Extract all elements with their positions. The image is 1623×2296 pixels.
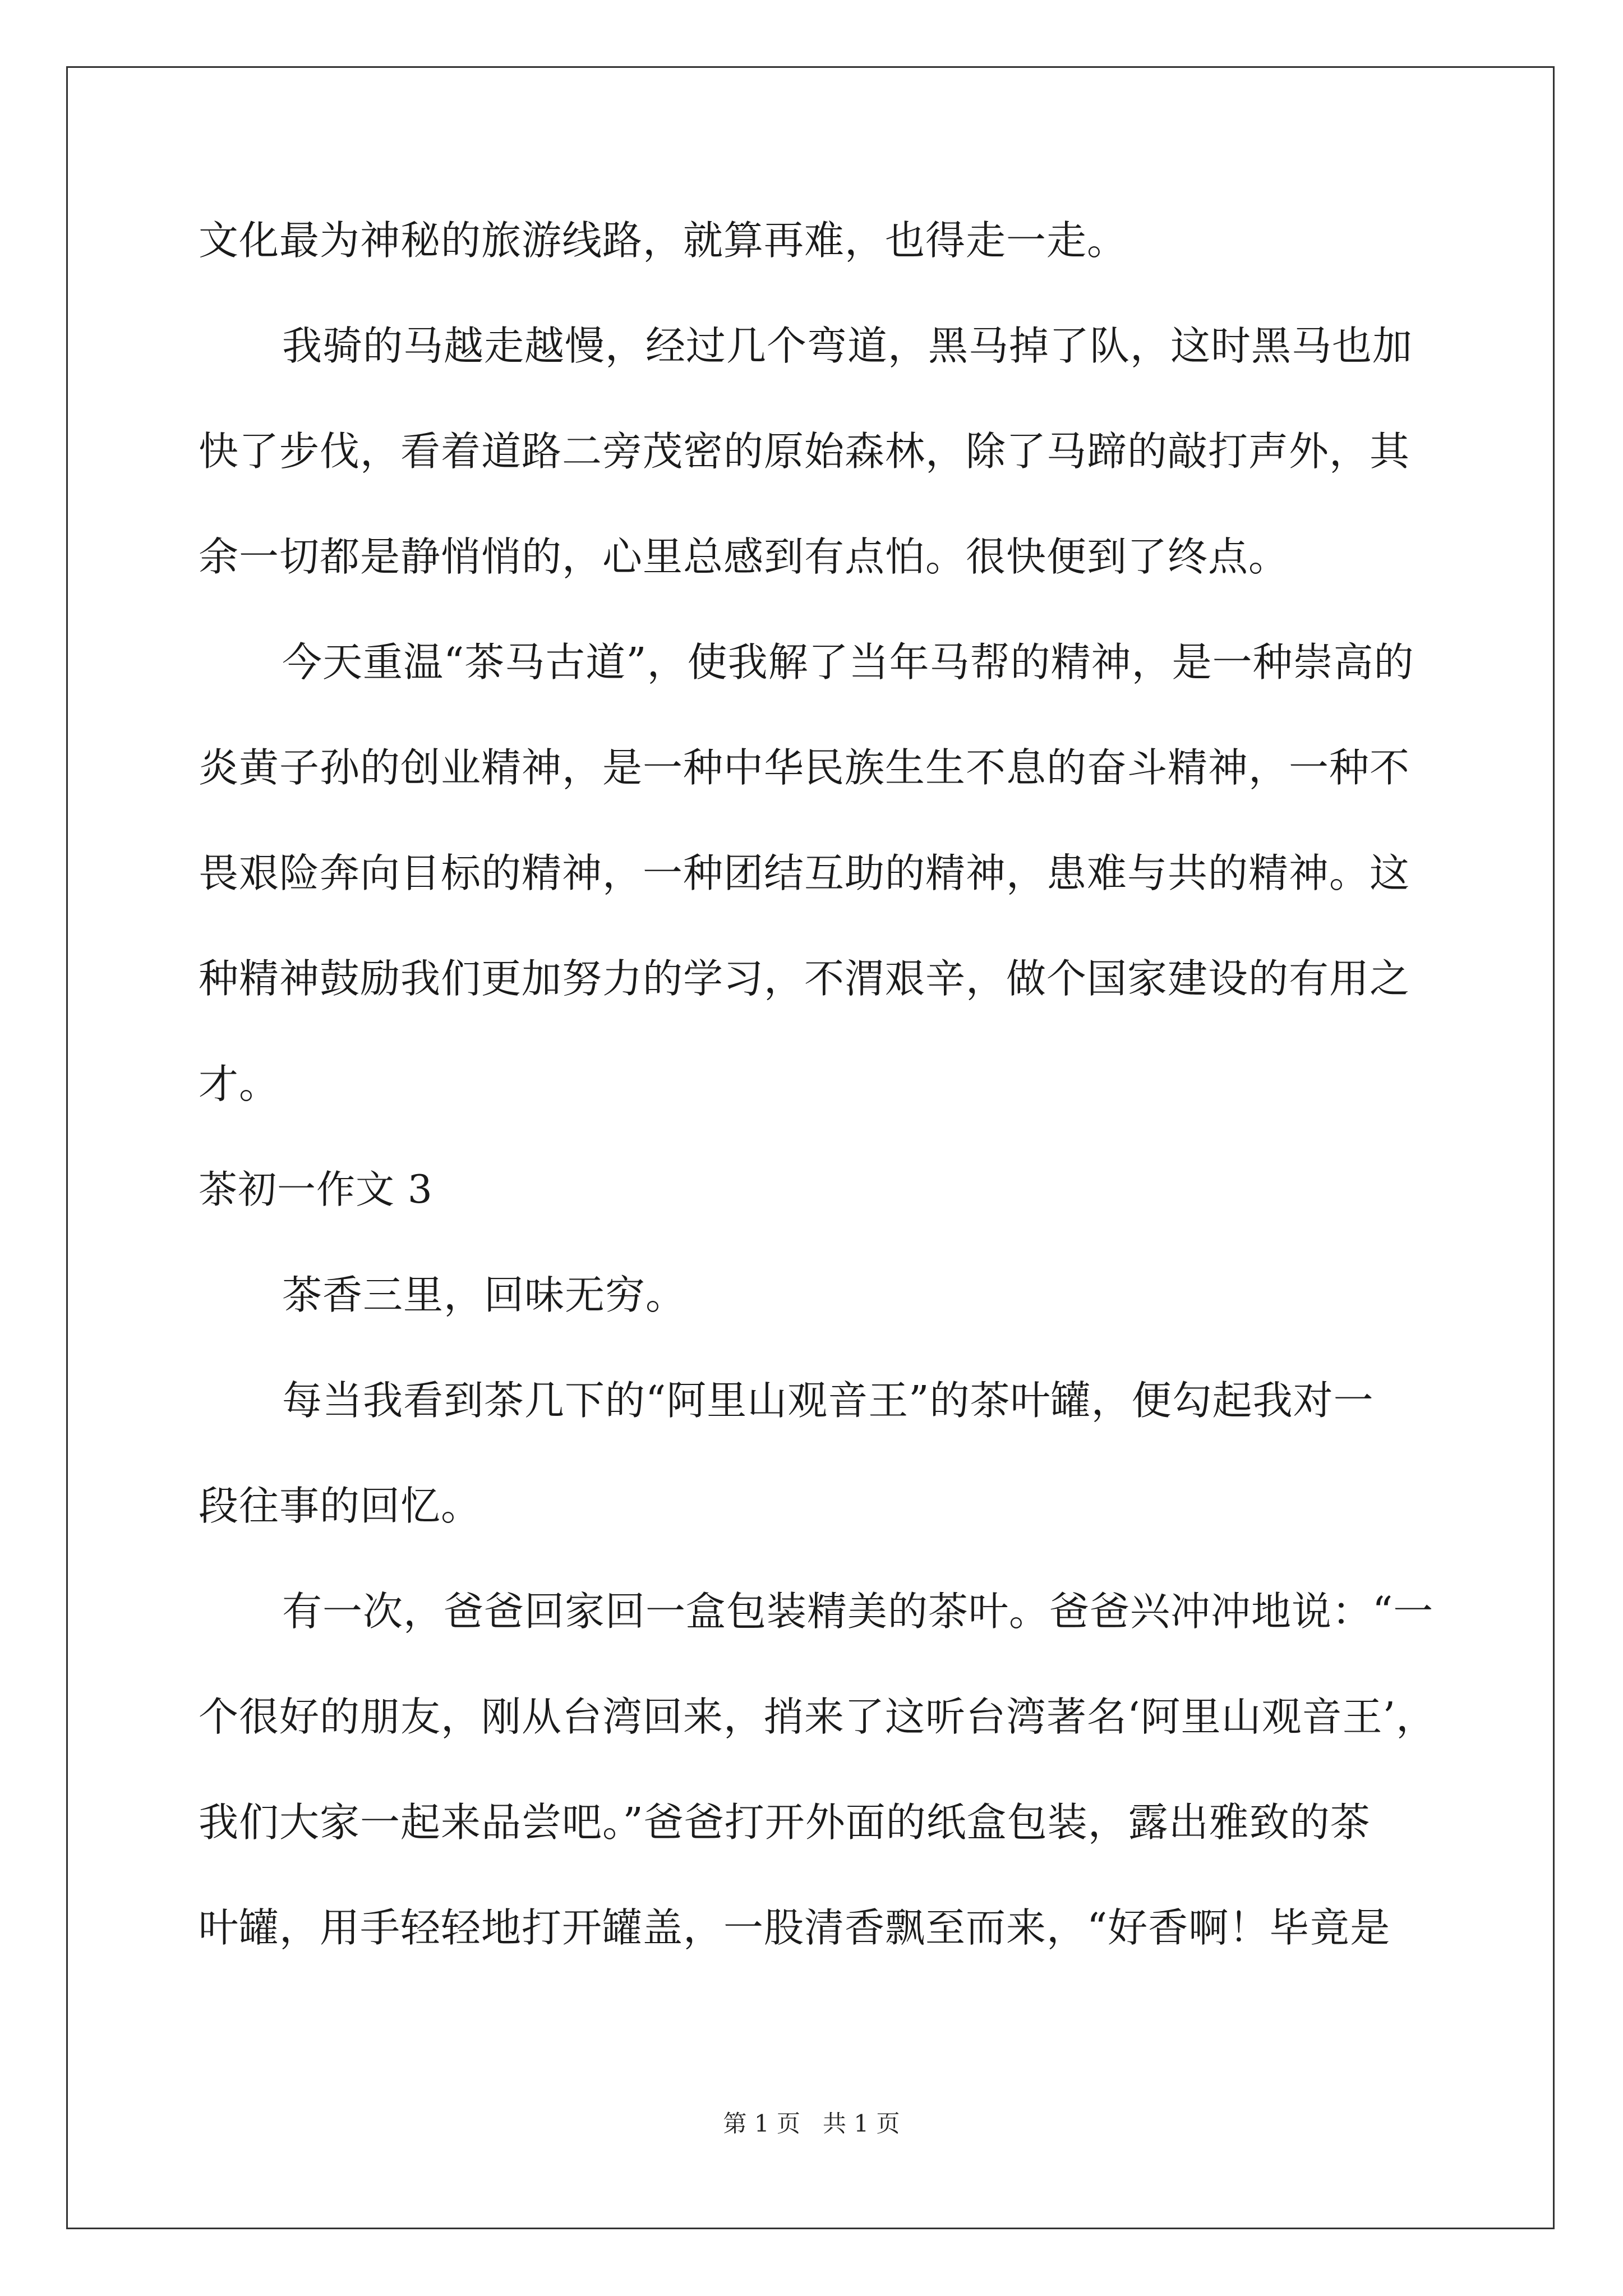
text-line: 余一切都是静悄悄的，心里总感到有点怕。很快便到了终点。 bbox=[199, 533, 1289, 580]
text-line: 茶香三里，回味无穷。 bbox=[282, 1272, 686, 1318]
text-line: 才。 bbox=[199, 1061, 280, 1107]
text-line: 段往事的回忆。 bbox=[199, 1483, 482, 1529]
text-line: 文化最为神秘的旅游线路，就算再难，也得走一走。 bbox=[199, 217, 1128, 264]
text-line: 每当我看到茶几下的“阿里山观音王”的茶叶罐，便勾起我对一 bbox=[282, 1377, 1374, 1424]
text-line: 我们大家一起来品尝吧。”爸爸打开外面的纸盒包装，露出雅致的茶 bbox=[199, 1799, 1371, 1846]
text-line: 有一次，爸爸回家回一盒包装精美的茶叶。爸爸兴冲冲地说：“一 bbox=[282, 1588, 1434, 1635]
text-line: 我骑的马越走越慢，经过几个弯道，黑马掉了队，这时黑马也加 bbox=[282, 323, 1413, 369]
text-line: 种精神鼓励我们更加努力的学习，不渭艰辛，做个国家建设的有用之 bbox=[199, 955, 1410, 1002]
text-line: 今天重温“茶马古道”，使我解了当年马帮的精神，是一种崇高的 bbox=[282, 639, 1414, 685]
page-footer: 第 1 页 共 1 页 bbox=[723, 2110, 900, 2137]
section-heading: 茶初一作文 3 bbox=[199, 1167, 433, 1212]
document-body bbox=[199, 188, 1437, 1981]
text-line: 畏艰险奔向目标的精神，一种团结互助的精神，患难与共的精神。这 bbox=[199, 850, 1410, 896]
text-line: 叶罐，用手轻轻地打开罐盖，一股清香飘至而来，“好香啊！毕竟是 bbox=[199, 1904, 1391, 1951]
text-line: 炎黄子孙的创业精神，是一种中华民族生生不息的奋斗精神，一种不 bbox=[199, 744, 1410, 791]
text-line: 个很好的朋友，刚从台湾回来，捎来了这听台湾著名‘阿里山观音王’， bbox=[199, 1694, 1437, 1740]
text-line: 快了步伐，看着道路二旁茂密的原始森林，除了马蹄的敲打声外，其 bbox=[199, 428, 1410, 475]
